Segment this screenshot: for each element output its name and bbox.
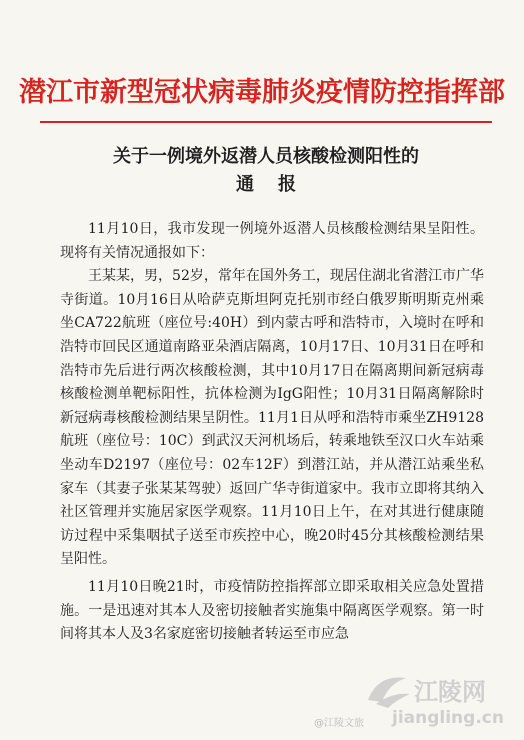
document-title-line2: 通报 [236,174,320,195]
jiangling-logo-icon [362,670,414,710]
paragraph: 王某某，男，52岁，常年在国外务工，现居住湖北省潜江市广华寺街道。10月16日从哈萨克斯坦阿克托别市经白俄罗斯明斯克州乘坐CA722航班（座位号:40H）到内蒙古呼和浩特市，入境时在呼和浩特市回民区通道南路亚朵酒店隔离，10月17日、10月31日在呼和浩特市先后进行两次核酸检测，其中10月17日在隔离期间新冠病毒核酸检测单靶标阳性，抗体检测为IgG阳性；10月31日隔离解除时新冠病毒核酸检测结果呈阴性。11月1日从呼和浩特市乘坐ZH9128航班（座位号：10C）到武汉天河机场后，转乘地铁至汉口火车站乘坐动车D2197（座位号：02车12F）到潜江站，并从潜江站乘坐私家车（其妻子张某某驾驶）返回广华寺街道家中。我市立即将其纳入社区管理并实施居家医学观察。11月10日上午，在对其进行健康随访过程中采集咽拭子送至市疾控中心，晚20时45分其核酸检测结果呈阳性。 [60,268,484,568]
watermark-name: 江陵网 [414,678,486,706]
red-divider [40,121,492,123]
document-body [60,218,484,647]
issuing-authority-header: 潜江市新型冠状病毒肺炎疫情防控指挥部 [19,77,505,108]
document-title-line1: 关于一例境外返潜人员核酸检测阳性的 [113,146,419,167]
watermark-url: jiangling.cn [392,708,504,728]
paragraph: 11月10日，我市发现一例境外返潜人员核酸检测结果呈阳性。现将有关情况通报如下： [60,221,484,261]
site-watermark [314,670,514,732]
paragraph: 11月10日晚21时，市疫情防控指挥部立即采取相关应急处置措施。一是迅速对其本人及密切接触者实施集中隔离医学观察。第一时间将其本人及3名家庭密切接触者转运至市应急 [60,578,484,643]
watermark-weibo: @江陵文旅 [314,718,364,729]
document-title [40,143,492,199]
